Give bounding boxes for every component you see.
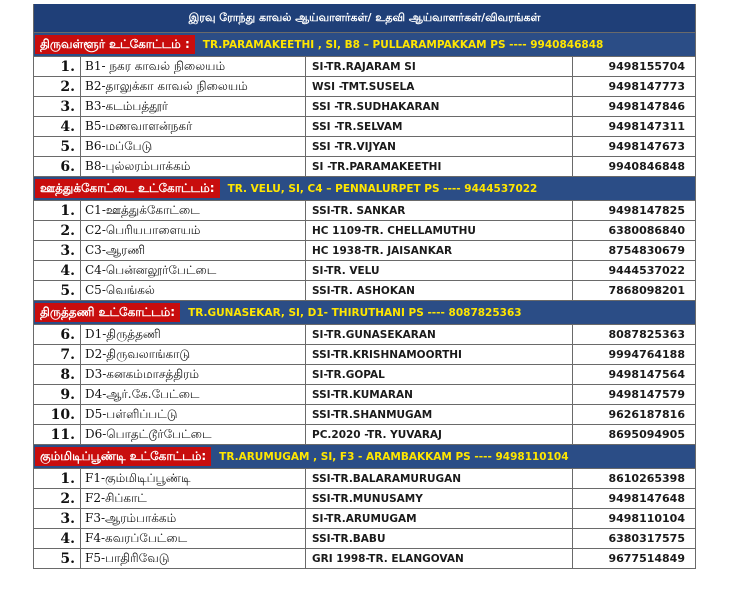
phone-number: 9498110104 <box>608 512 685 525</box>
officer-name: SSI-TR.BALARAMURUGAN <box>306 469 573 488</box>
subdivision-name: திருவள்ளூர் உட்கோட்டம் : <box>35 35 195 54</box>
table-row <box>34 325 695 345</box>
row-number: 2. <box>34 489 81 508</box>
table-row <box>34 201 695 221</box>
phone-number: 7868098201 <box>608 284 685 297</box>
station-name: D3-கனகம்மாசத்திரம் <box>81 365 306 384</box>
table-row <box>34 77 695 97</box>
officer-name: SSI-TR.KUMARAN <box>306 385 573 404</box>
table-title: இரவு ரோந்து காவல் ஆய்வாளர்கள்/ உதவி ஆய்வாளர்கள்/விவரங்கள் <box>34 4 695 33</box>
row-number: 4. <box>34 117 81 136</box>
night-patrol-table <box>33 4 696 569</box>
station-name: F3-ஆரம்பாக்கம் <box>81 509 306 528</box>
phone-number: 8610265398 <box>608 472 685 485</box>
officer-name: SSI-TR.KRISHNAMOORTHI <box>306 345 573 364</box>
row-number: 2. <box>34 77 81 96</box>
table-row <box>34 509 695 529</box>
row-number: 3. <box>34 509 81 528</box>
night-officer-info: TR.GUNASEKAR, SI, D1- THIRUTHANI PS ---- 8087825363 <box>188 306 522 319</box>
row-number: 10. <box>34 405 81 424</box>
row-number: 2. <box>34 221 81 240</box>
night-officer-info: TR. VELU, SI, C4 – PENNALURPET PS ---- 9444537022 <box>227 182 538 195</box>
station-name: C5-வெங்கல் <box>81 281 306 300</box>
phone-number: 9498147564 <box>608 368 685 381</box>
subdivision-header <box>34 445 695 469</box>
officer-name: SSI-TR.SHANMUGAM <box>306 405 573 424</box>
phone-number: 9498147648 <box>608 492 685 505</box>
row-number: 8. <box>34 365 81 384</box>
row-number: 6. <box>34 325 81 344</box>
officer-name: SSI -TR.VIJYAN <box>306 137 573 156</box>
officer-name: HC 1109-TR. CHELLAMUTHU <box>306 221 573 240</box>
row-number: 5. <box>34 137 81 156</box>
subdivision-name: திருத்தணி உட்கோட்டம்: <box>35 303 180 322</box>
subdivision-header <box>34 301 695 325</box>
table-row <box>34 549 695 569</box>
officer-name: GRI 1998-TR. ELANGOVAN <box>306 549 573 568</box>
officer-name: SI-TR.ARUMUGAM <box>306 509 573 528</box>
table-row <box>34 241 695 261</box>
table-row <box>34 489 695 509</box>
row-number: 4. <box>34 261 81 280</box>
row-number: 7. <box>34 345 81 364</box>
phone-number: 9626187816 <box>608 408 685 421</box>
station-name: F5-பாதிரிவேடு <box>81 549 306 568</box>
row-number: 1. <box>34 201 81 220</box>
officer-name: SSI-TR.MUNUSAMY <box>306 489 573 508</box>
table-row <box>34 137 695 157</box>
table-row <box>34 157 695 177</box>
row-number: 5. <box>34 549 81 568</box>
station-name: C4-பென்னலூர்பேட்டை <box>81 261 306 280</box>
station-name: B2-தாலுக்கா காவல் நிலையம் <box>81 77 306 96</box>
officer-name: SI -TR.PARAMAKEETHI <box>306 157 573 176</box>
station-name: B1- நகர காவல் நிலையம் <box>81 57 306 76</box>
table-row <box>34 365 695 385</box>
phone-number: 9498147773 <box>608 80 685 93</box>
row-number: 11. <box>34 425 81 444</box>
station-name: C2-பெரியபாளையம் <box>81 221 306 240</box>
station-name: D6-பொதட்டூர்பேட்டை <box>81 425 306 444</box>
row-number: 4. <box>34 529 81 548</box>
table-row <box>34 117 695 137</box>
phone-number: 6380086840 <box>608 224 685 237</box>
officer-name: HC 1938-TR. JAISANKAR <box>306 241 573 260</box>
officer-name: SSI-TR.BABU <box>306 529 573 548</box>
row-number: 9. <box>34 385 81 404</box>
table-row <box>34 385 695 405</box>
officer-name: SSI-TR. SANKAR <box>306 201 573 220</box>
phone-number: 9498147673 <box>608 140 685 153</box>
phone-number: 9498147311 <box>608 120 685 133</box>
officer-name: PC.2020 -TR. YUVARAJ <box>306 425 573 444</box>
station-name: B5-மணவாளன்நகர் <box>81 117 306 136</box>
station-name: F2-சிப்காட் <box>81 489 306 508</box>
station-name: C1-ஊத்துக்கோட்டை <box>81 201 306 220</box>
subdivision-header <box>34 33 695 57</box>
station-name: B3-கடம்பத்தூர் <box>81 97 306 116</box>
table-row <box>34 261 695 281</box>
station-name: D2-திருவலாங்காடு <box>81 345 306 364</box>
table-row <box>34 281 695 301</box>
table-row <box>34 345 695 365</box>
table-row <box>34 469 695 489</box>
night-officer-info: TR.ARUMUGAM , SI, F3 - ARAMBAKKAM PS ---- 9498110104 <box>219 450 569 463</box>
row-number: 5. <box>34 281 81 300</box>
station-name: B6-மப்பேடு <box>81 137 306 156</box>
subdivision-name: ஊத்துக்கோட்டை உட்கோட்டம்: <box>35 179 220 198</box>
officer-name: WSI -TMT.SUSELA <box>306 77 573 96</box>
phone-number: 9498147846 <box>608 100 685 113</box>
table-row <box>34 97 695 117</box>
officer-name: SSI -TR.SUDHAKARAN <box>306 97 573 116</box>
table-row <box>34 405 695 425</box>
officer-name: SI-TR.RAJARAM SI <box>306 57 573 76</box>
phone-number: 9940846848 <box>608 160 685 173</box>
phone-number: 9498155704 <box>608 60 685 73</box>
phone-number: 8754830679 <box>608 244 685 257</box>
officer-name: SI-TR. VELU <box>306 261 573 280</box>
phone-number: 8087825363 <box>608 328 685 341</box>
station-name: D1-திருத்தணி <box>81 325 306 344</box>
phone-number: 9444537022 <box>608 264 685 277</box>
station-name: F4-கவரப்பேட்டை <box>81 529 306 548</box>
phone-number: 8695094905 <box>608 428 685 441</box>
phone-number: 9677514849 <box>608 552 685 565</box>
phone-number: 9498147579 <box>608 388 685 401</box>
officer-name: SI-TR.GOPAL <box>306 365 573 384</box>
officer-name: SI-TR.GUNASEKARAN <box>306 325 573 344</box>
phone-number: 9498147825 <box>608 204 685 217</box>
station-name: B8-புல்லரம்பாக்கம் <box>81 157 306 176</box>
phone-number: 9994764188 <box>608 348 685 361</box>
row-number: 3. <box>34 97 81 116</box>
station-name: F1-கும்மிடிப்பூண்டி <box>81 469 306 488</box>
table-row <box>34 425 695 445</box>
officer-name: SSI-TR. ASHOKAN <box>306 281 573 300</box>
row-number: 1. <box>34 469 81 488</box>
station-name: D4-ஆர்.கே.பேட்டை <box>81 385 306 404</box>
officer-name: SSI -TR.SELVAM <box>306 117 573 136</box>
night-officer-info: TR.PARAMAKEETHI , SI, B8 – PULLARAMPAKKAM PS ---- 9940846848 <box>202 38 604 51</box>
subdivision-header <box>34 177 695 201</box>
row-number: 1. <box>34 57 81 76</box>
phone-number: 6380317575 <box>608 532 685 545</box>
table-row <box>34 221 695 241</box>
row-number: 3. <box>34 241 81 260</box>
station-name: C3-ஆரணி <box>81 241 306 260</box>
station-name: D5-பள்ளிப்பட்டு <box>81 405 306 424</box>
table-row <box>34 529 695 549</box>
row-number: 6. <box>34 157 81 176</box>
table-row <box>34 57 695 77</box>
subdivision-name: கும்மிடிப்பூண்டி உட்கோட்டம்: <box>35 447 211 466</box>
